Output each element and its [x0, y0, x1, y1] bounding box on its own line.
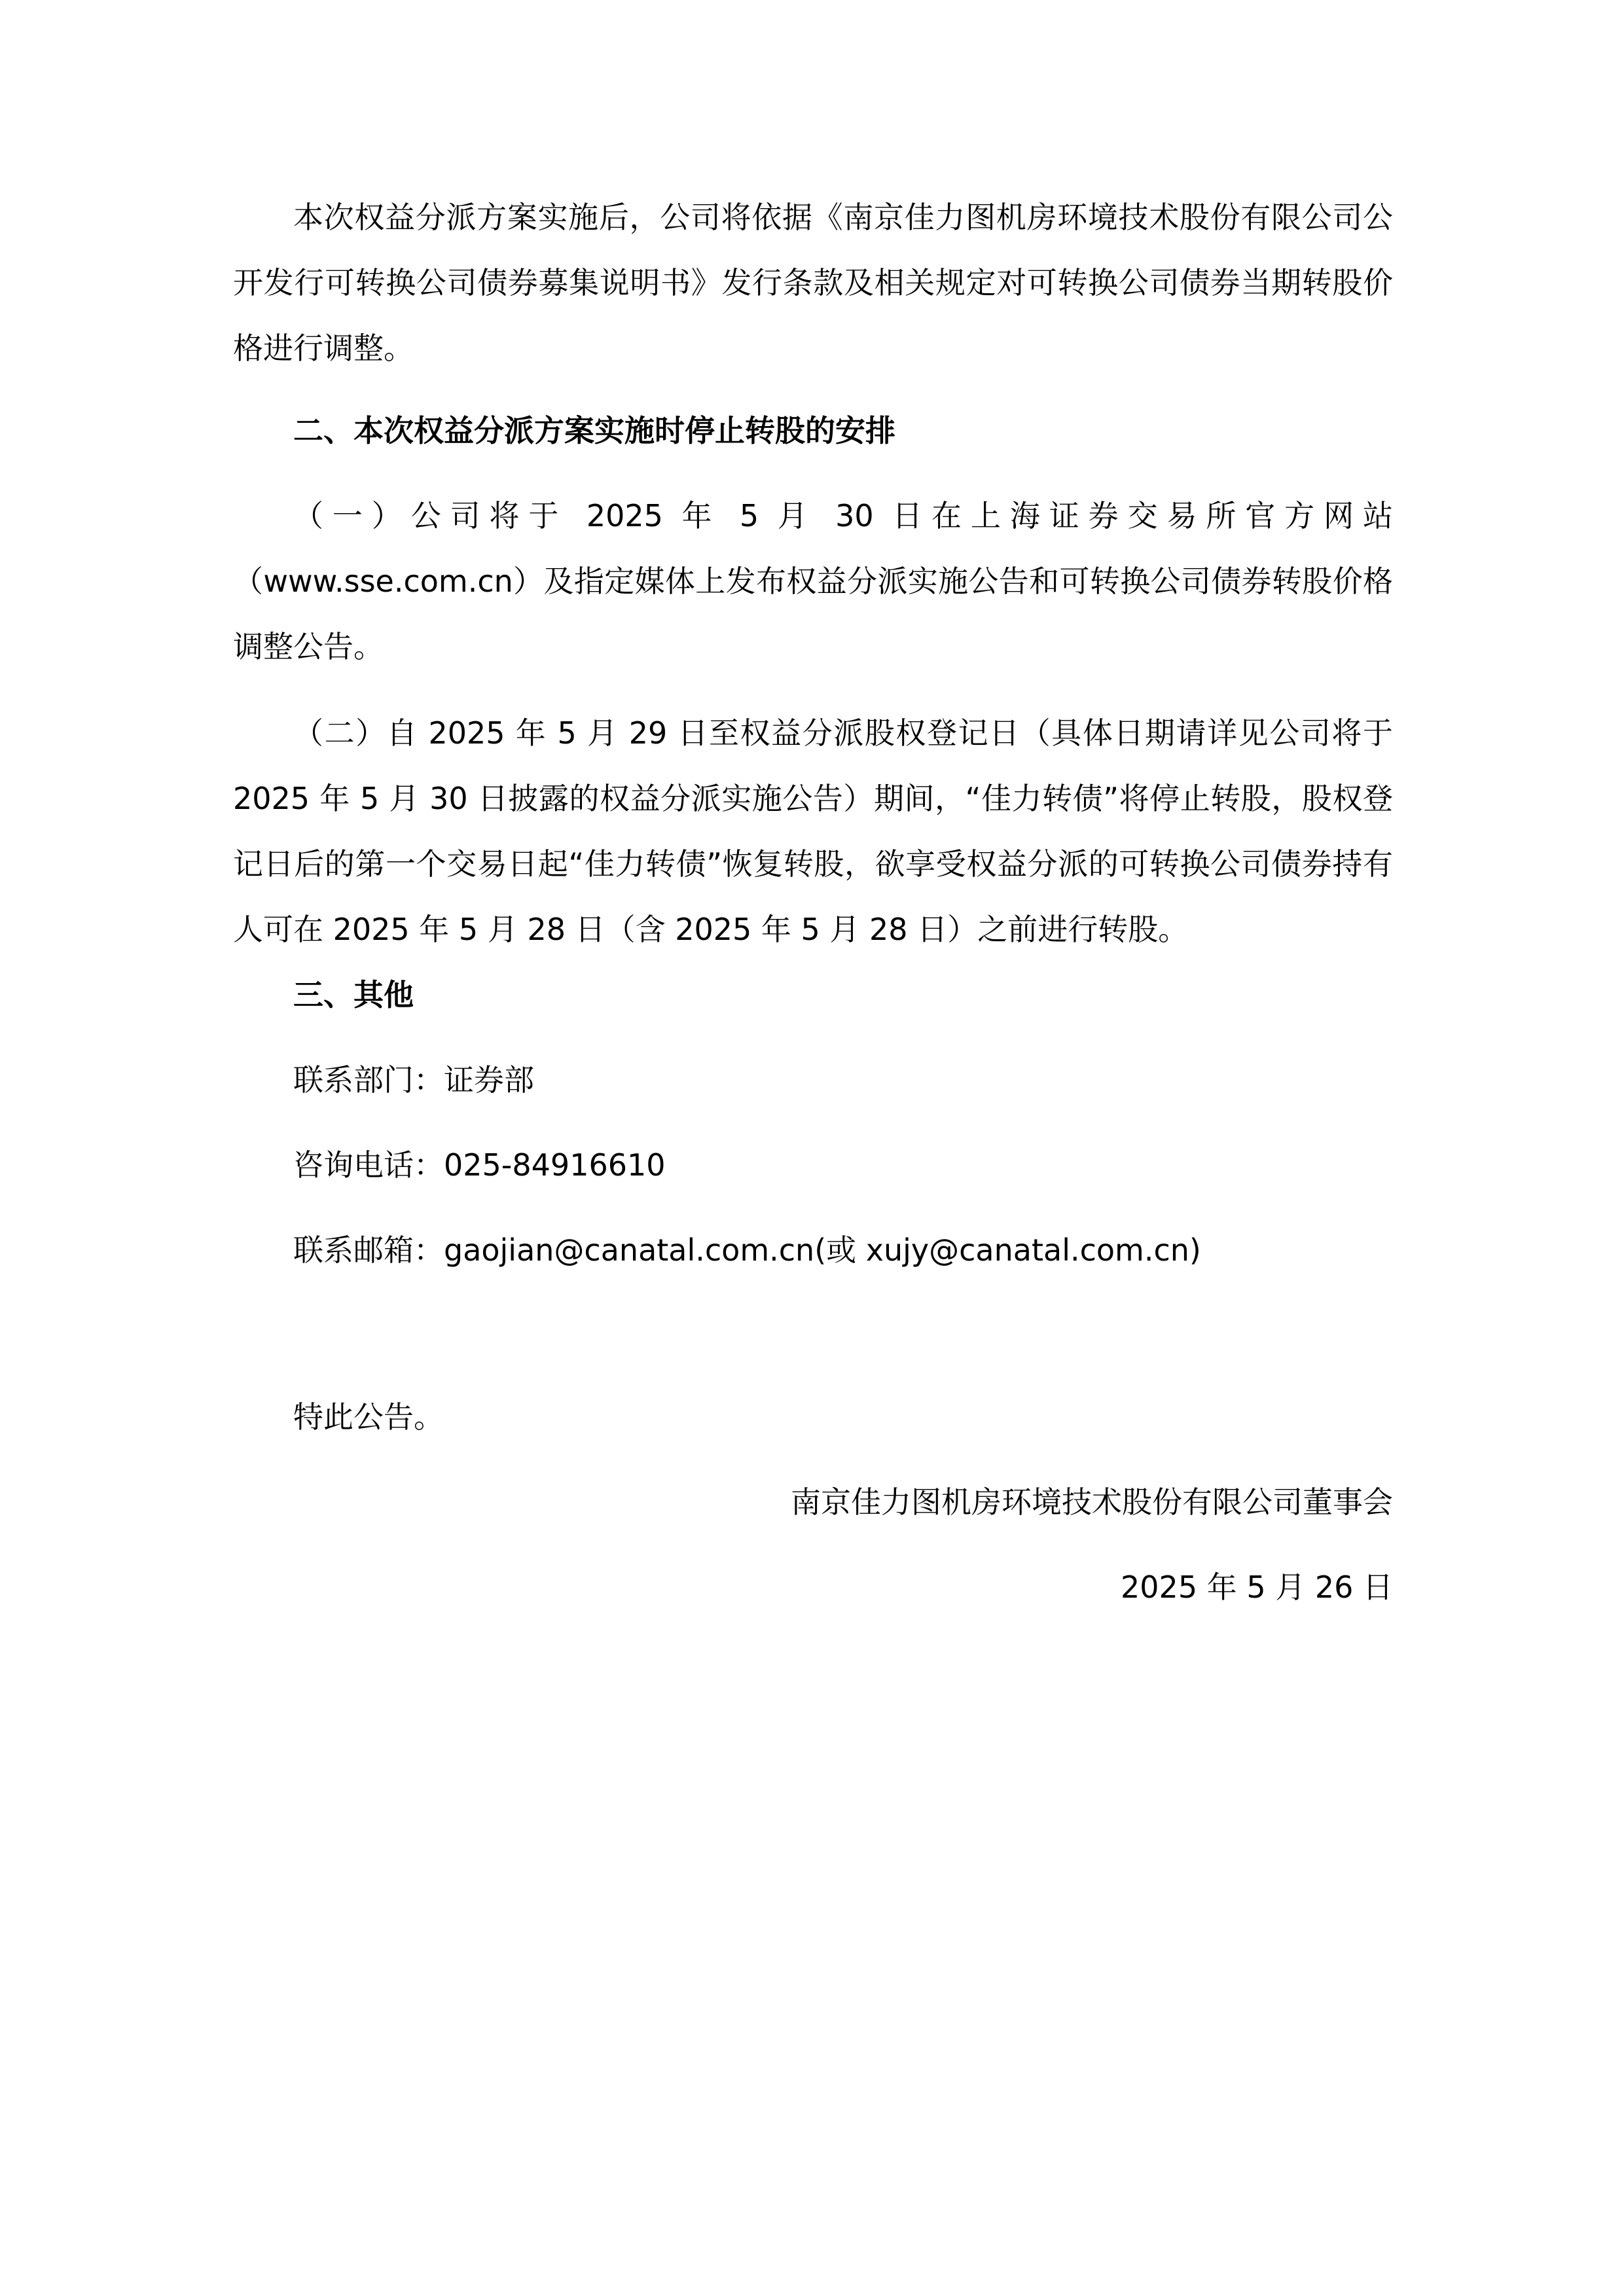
contact-phone: 咨询电话：025-84916610 — [293, 1147, 666, 1183]
paragraph-adjustment-notice: 本次权益分派方案实施后，公司将依据《南京佳力图机房环境技术股份有限公司公开发行可转换公司债券募集说明书》发行条款及相关规定对可转换公司债券当期转股价格进行调整。 — [233, 200, 1393, 366]
section-heading-two: 二、本次权益分派方案实施时停止转股的安排 — [293, 413, 895, 448]
paragraph-conversion-suspension: （二）自 2025 年 5 月 29 日至权益分派股权登记日（具体日期请详见公司将于 2025 年 5 月 30 日披露的权益分派实施公告）期间，“佳力转债”将停止转股，股权登记日后的第一个交易日起“佳力转债”恢复转股，欲享受权益分派的可转换公司债券持有人可在 2025 年 5 月 28 日（含 2025 年 5 月 28 日）之前进行转股。 — [233, 715, 1393, 947]
section-heading-three: 三、其他 — [293, 977, 414, 1013]
contact-email: 联系邮箱：gaojian@canatal.com.cn(或 xujy@canatal.com.cn) — [293, 1232, 1201, 1268]
contact-department: 联系部门：证券部 — [293, 1062, 534, 1098]
signature-date: 2025 年 5 月 26 日 — [1121, 1570, 1393, 1605]
closing-notice: 特此公告。 — [293, 1399, 444, 1435]
paragraph-announcement-date: （一）公司将于 2025 年 5 月 30 日在上海证券交易所官方网站（www.sse.com.cn）及指定媒体上发布权益分派实施公告和可转换公司债券转股价格调整公告。 — [233, 498, 1393, 664]
signature-board: 南京佳力图机房环境技术股份有限公司董事会 — [791, 1484, 1393, 1520]
